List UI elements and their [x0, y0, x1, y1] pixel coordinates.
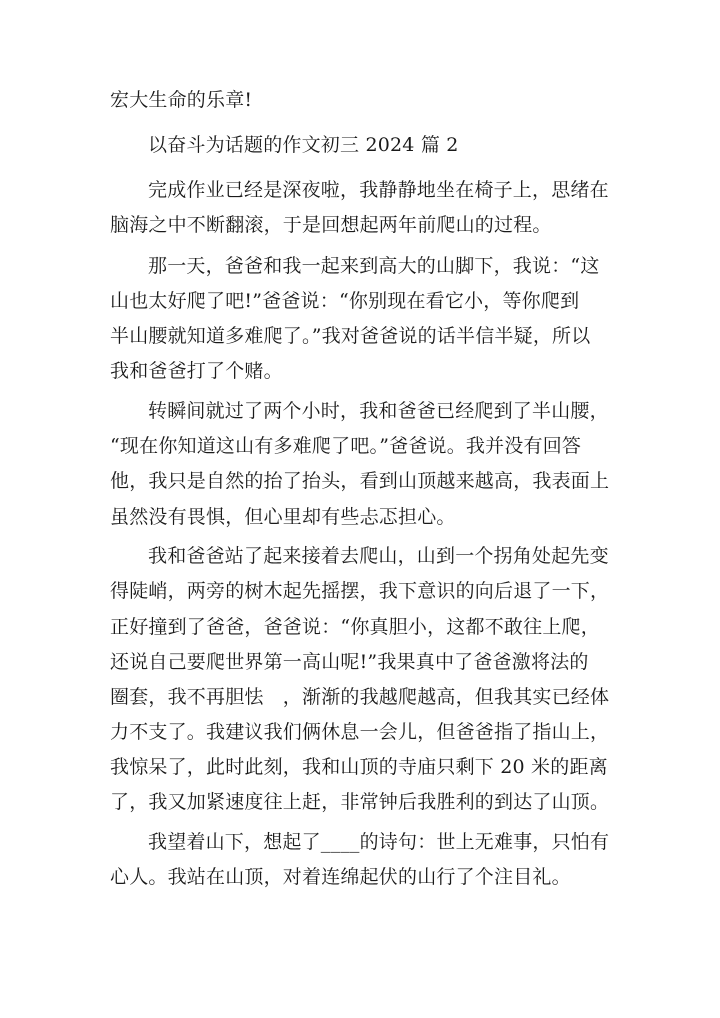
section-heading: 以奋斗为话题的作文初三 2024 篇 2 — [148, 134, 459, 156]
text-line-20: 了，我又加紧速度往上赶，非常钟后我胜利的到达了山顶。 — [110, 791, 610, 813]
text-line-5: 那一天，爸爸和我一起来到高大的山脚下，我说：“这 — [148, 255, 600, 277]
text-line-18: 力不支了。我建议我们俩休息一会儿，但爸爸指了指山上， — [110, 721, 610, 743]
text-line-14: 得陡峭，两旁的树木起先摇摆，我下意识的向后退了一下， — [110, 580, 610, 602]
text-line-6: 山也太好爬了吧!”爸爸说：“你别现在看它小，等你爬到 — [110, 290, 580, 312]
text-line-8: 我和爸爸打了个赌。 — [110, 360, 283, 382]
text-line-15: 正好撞到了爸爸，爸爸说：“你真胆小，这都不敢往上爬， — [110, 616, 600, 638]
text-line-12: 虽然没有畏惧，但心里却有些忐忑担心。 — [110, 506, 456, 528]
text-line-19: 我惊呆了，此时此刻，我和山顶的寺庙只剩下 20 米的距离 — [110, 756, 608, 778]
text-line-16: 还说自己要爬世界第一高山呢!”我果真中了爸爸激将法的 — [110, 651, 589, 673]
text-line-9: 转瞬间就过了两个小时，我和爸爸已经爬到了半山腰， — [148, 400, 609, 422]
text-line-21: 我望着山下，想起了____的诗句：世上无难事，只怕有 — [148, 831, 610, 853]
text-line-11: 他，我只是自然的抬了抬头，看到山顶越来越高，我表面上 — [110, 470, 610, 492]
text-line-3: 完成作业已经是深夜啦，我静静地坐在椅子上，思绪在 — [148, 179, 609, 201]
text-line-13: 我和爸爸站了起来接着去爬山，山到一个拐角处起先变 — [148, 545, 609, 567]
text-line-17: 圈套，我不再胆怯 ，渐渐的我越爬越高，但我其实已经体 — [110, 686, 610, 708]
text-line-22: 心人。我站在山顶，对着连绵起伏的山行了个注目礼。 — [110, 866, 571, 888]
text-line-4: 脑海之中不断翻滚，于是回想起两年前爬山的过程。 — [110, 214, 552, 236]
text-line-1: 宏大生命的乐章! — [110, 89, 253, 111]
text-line-7: 半山腰就知道多难爬了。”我对爸爸说的话半信半疑，所以 — [110, 325, 591, 347]
text-line-10: “现在你知道这山有多难爬了吧。”爸爸说。我并没有回答 — [110, 435, 582, 457]
